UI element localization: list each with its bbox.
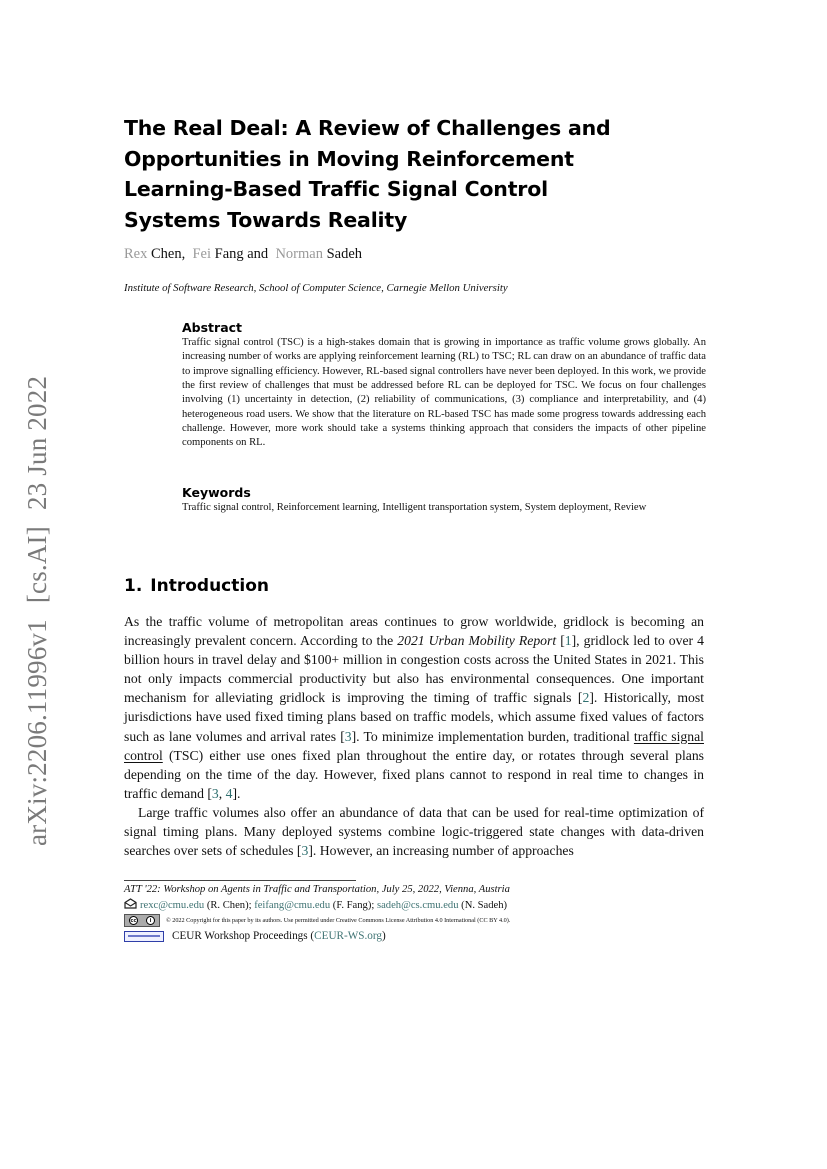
citation-link[interactable]: 2 [582, 690, 590, 706]
ceur-ws-link[interactable]: CEUR-WS.org [314, 930, 383, 942]
keywords-heading: Keywords [182, 485, 251, 500]
section-title: Introduction [150, 576, 269, 596]
email-link[interactable]: feifang@cmu.edu [254, 900, 331, 911]
ceur-logo-icon [124, 931, 164, 942]
arxiv-id: arXiv:2206.11996v1 [22, 619, 52, 846]
keywords-section [182, 485, 706, 515]
abstract-section [182, 320, 706, 451]
section-number: 1. [124, 576, 143, 596]
arxiv-stamp [22, 360, 53, 846]
envelope-icon [124, 898, 137, 909]
citation-link[interactable]: 3 [344, 728, 352, 744]
report-title: 2021 Urban Mobility Report [397, 633, 557, 649]
introduction-body [124, 612, 704, 860]
citation-link[interactable]: 1 [564, 633, 572, 649]
email-link[interactable]: sadeh@cs.cmu.edu [376, 900, 459, 911]
copyright-text: © 2022 Copyright for this paper by its authors. Use permitted under Creative Commons License Attribution 4.0 International (CC BY 4.0). [166, 917, 511, 924]
citation-link[interactable]: 4 [225, 785, 233, 801]
author: Rex Chen, [124, 246, 193, 262]
author: Norman Sadeh [275, 246, 363, 262]
author-list [124, 246, 362, 263]
glossary-link-tsc[interactable]: traffic signal control [124, 728, 704, 763]
arxiv-category: [cs.AI] [22, 526, 52, 604]
footnote-emails: rexc@cmu.edu (R. Chen); feifang@cmu.edu (F. Fang); sadeh@cs.cmu.edu (N. Sadeh) [124, 898, 507, 911]
abstract-text: Traffic signal control (TSC) is a high-stakes domain that is growing in importance as traffic volume grows globally. An increasing number of works are applying reinforcement learning (RL) to TSC; RL can draw on an abundance of traffic data to improve signalling efficiency. However, RL-based signal controllers have never been deployed. In this work, we provide the first review of challenges that must be addressed before RL can be deployed for TSC. We focus on four challenges involving (1) uncertainty in detection, (2) reliability of communications, (3) compliance and interpretability, and (4) heterogeneous road users. We show that the literature on RL-based TSC has made some progress towards addressing each challenge. However, more work should take a systems thinking approach that considers the impacts of other pipeline components on RL. [182, 337, 706, 449]
paragraph: Large traffic volumes also offer an abundance of data that can be used for real-time optimization of signal timing plans. Many deployed systems combine logic-triggered state changes with data-driven searches over sets of schedules [3]. However, an increasing number of approaches [124, 804, 704, 859]
cc-by-license-icon: cc i [124, 914, 160, 927]
paragraph: As the traffic volume of metropolitan areas continues to grow worldwide, gridlock is becoming an increasingly prevalent concern. According to the 2021 Urban Mobility Report [1], gridlock led to over 4 billion hours in travel delay and $100+ million in congestion costs across the United States in 2021. This not only impacts commercial productivity but also has environmental consequences. One important mechanism for alleviating gridlock is improving the timing of traffic signals [2]. Historically, most jurisdictions have used fixed timing plans based on traffic models, which assume fixed values of factors such as lane volumes and arrival rates [3]. To minimize implementation burden, traditional traffic signal control (TSC) either use ones fixed plan throughout the entire day, or rotates through several plans depending on the time of the day. However, fixed plans cannot to respond in real time to changes in traffic demand [3, 4]. [124, 614, 704, 801]
keywords-text: Traffic signal control, Reinforcement learning, Intelligent transportation system, System deployment, Review [182, 502, 647, 513]
email-link[interactable]: rexc@cmu.edu [140, 900, 205, 911]
affiliation: Institute of Software Research, School of Computer Science, Carnegie Mellon University [124, 282, 508, 294]
section-heading-introduction [124, 576, 269, 596]
author: Fei Fang and [192, 246, 276, 262]
footnote-copyright [124, 914, 510, 927]
arxiv-date: 23 Jun 2022 [22, 375, 52, 511]
footnote-proceedings: CEUR Workshop Proceedings ( CEUR-WS.org ) [124, 930, 386, 942]
citation-link[interactable]: 3 [301, 843, 309, 859]
citation-link[interactable]: 3 [211, 785, 219, 801]
footnote-venue: ATT '22: Workshop on Agents in Traffic and Transportation, July 25, 2022, Vienna, Austria [124, 884, 510, 895]
footnote-divider [124, 880, 356, 881]
paper-title: The Real Deal: A Review of Challenges and Opportunities in Moving Reinforcement Learning-Based Traffic Signal Control Systems Towards Reality [124, 116, 611, 232]
abstract-heading: Abstract [182, 320, 243, 335]
